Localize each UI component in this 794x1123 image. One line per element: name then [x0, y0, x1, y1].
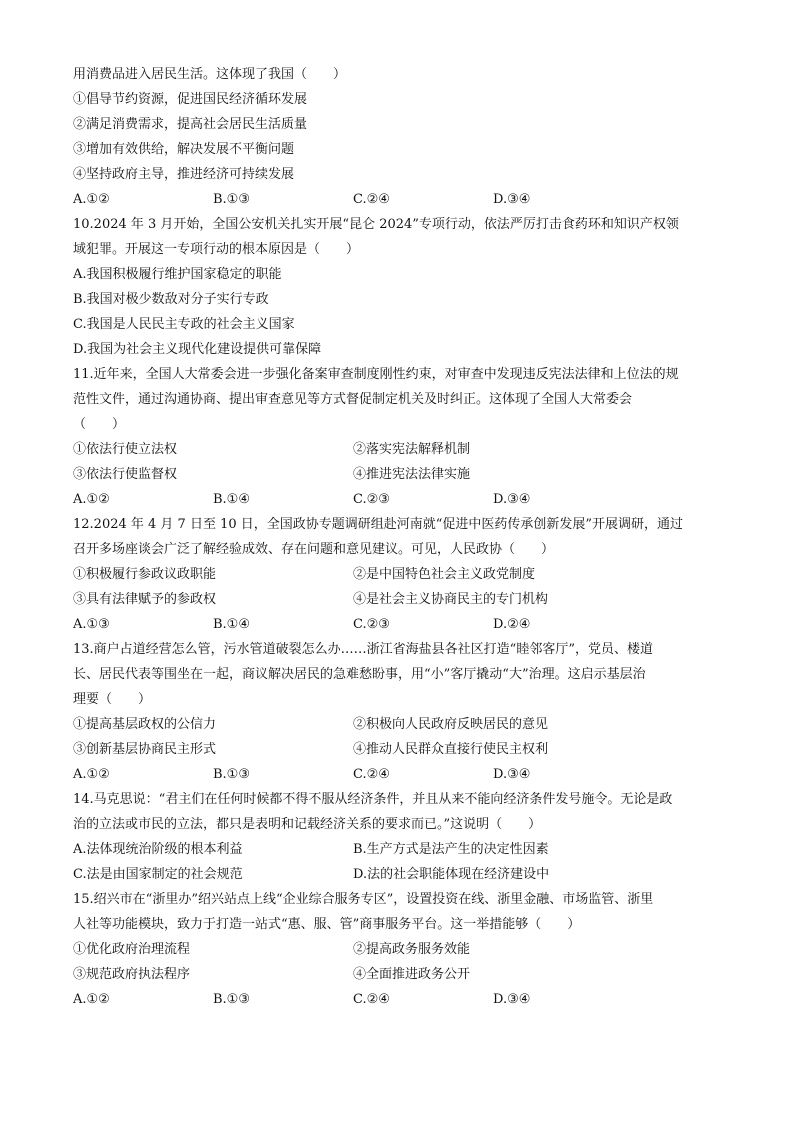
question-12: [73, 512, 723, 637]
question-14: [73, 787, 723, 887]
question-stem: 用消费品进入居民生活。这体现了我国（ ）: [73, 67, 347, 82]
statement-item: ②提高政务服务效能: [353, 942, 471, 957]
choice-d: D.②④: [493, 617, 531, 632]
question-15: [73, 887, 723, 1012]
choice-d: D.法的社会职能体现在经济建设中: [353, 867, 550, 882]
question-13: [73, 637, 723, 787]
choice-a: A.法体现统治阶级的根本利益: [73, 842, 243, 857]
question-stem: 理要（ ）: [73, 692, 152, 707]
question-stem: 范性文件，通过沟通协商、提出审查意见等方式督促制定机关及时纠正。这体现了全国人大常委会: [73, 392, 633, 407]
question-stem: 人社等功能模块，致力于打造一站式“惠、服、管”商事服务平台。这一举措能够（ ）: [73, 917, 581, 932]
statement-item: ④是社会主义协商民主的专门机构: [353, 592, 549, 607]
statement-item: ④坚持政府主导，推进经济可持续发展: [73, 167, 295, 182]
exam-page: [73, 62, 723, 1012]
statement-item: ④全面推进政务公开: [353, 967, 471, 982]
choice-c: C.②③: [353, 617, 390, 632]
answer-choices-row: [73, 837, 723, 862]
statement-item: ①积极履行参政议政职能: [73, 567, 217, 582]
choice-c: C.②④: [353, 192, 390, 207]
choice-b: B.①④: [213, 492, 250, 507]
choice-b: B.①③: [213, 767, 250, 782]
choice-a: A.①③: [73, 617, 110, 632]
statement-item: ③依法行使监督权: [73, 467, 178, 482]
choice-c: C.法是由国家制定的社会规范: [73, 867, 243, 882]
statement-item: ③增加有效供给，解决发展不平衡问题: [73, 142, 295, 157]
statement-item: ③规范政府执法程序: [73, 967, 191, 982]
choice-d: D.我国为社会主义现代化建设提供可靠保障: [73, 342, 322, 357]
statement-item: ④推进宪法法律实施: [353, 467, 471, 482]
choice-d: D.③④: [493, 767, 531, 782]
question-10: [73, 212, 723, 362]
question-stem: 13.商户占道经营怎么管，污水管道破裂怎么办……浙江省海盐县各社区打造“睦邻客厅”，党员、楼道: [73, 642, 653, 657]
question-stem: 治的立法或市民的立法，都只是表明和记载经济关系的要求而已。”这说明（ ）: [73, 817, 542, 832]
answer-choices-row: [73, 862, 723, 887]
choice-a: A.我国积极履行维护国家稳定的职能: [73, 267, 282, 282]
statement-row: [73, 712, 723, 737]
statement-item: ①优化政府治理流程: [73, 942, 191, 957]
choice-a: A.①②: [73, 992, 110, 1007]
statement-row: [73, 937, 723, 962]
question-stem: 11.近年来，全国人大常委会进一步强化备案审查制度刚性约束，对审查中发现违反宪法法律和上位法的规: [73, 367, 679, 382]
choice-d: D.③④: [493, 992, 531, 1007]
choice-c: C.②④: [353, 767, 390, 782]
question-stem: 14.马克思说：“君主们在任何时候都不得不服从经济条件，并且从来不能向经济条件发号施令。无论是政: [73, 792, 673, 807]
choice-a: A.①②: [73, 492, 110, 507]
answer-choices: [73, 987, 723, 1012]
question-stem: （ ）: [73, 417, 126, 432]
choice-b: B.①③: [213, 992, 250, 1007]
statement-item: ①依法行使立法权: [73, 442, 178, 457]
statement-item: ②是中国特色社会主义政党制度: [353, 567, 536, 582]
statement-row: [73, 587, 723, 612]
question-stem: 召开多场座谈会广泛了解经验成效、存在问题和意见建议。可见，人民政协（ ）: [73, 542, 555, 557]
statement-row: [73, 962, 723, 987]
question-stem: 域犯罪。开展这一专项行动的根本原因是（ ）: [73, 242, 360, 257]
choice-d: D.③④: [493, 192, 531, 207]
question-stem: 10.2024 年 3 月开始，全国公安机关扎实开展“昆仑 2024”专项行动，依法严厉打击食药环和知识产权领: [73, 217, 679, 232]
answer-choices: [73, 487, 723, 512]
question-stem: 长、居民代表等围坐在一起，商议解决居民的急难愁盼事，用“小”客厅撬动“大”治理。这启示基层治: [73, 667, 646, 682]
question-stem: 15.绍兴市在“浙里办”绍兴站点上线“企业综合服务专区”，设置投资在线、浙里金融、市场监管、浙里: [73, 892, 654, 907]
choice-b: B.①④: [213, 617, 250, 632]
statement-row: [73, 462, 723, 487]
question-11: [73, 362, 723, 512]
statement-row: [73, 437, 723, 462]
statement-item: ②积极向人民政府反映居民的意见: [353, 717, 549, 732]
choice-b: B.①③: [213, 192, 250, 207]
answer-choices: [73, 187, 723, 212]
choice-a: A.①②: [73, 192, 110, 207]
choice-b: B.我国对极少数敌对分子实行专政: [73, 292, 269, 307]
statement-row: [73, 737, 723, 762]
choice-c: C.②④: [353, 992, 390, 1007]
statement-item: ②满足消费需求，提高社会居民生活质量: [73, 117, 308, 132]
answer-choices: [73, 612, 723, 637]
answer-choices: [73, 762, 723, 787]
choice-a: A.①②: [73, 767, 110, 782]
statement-item: ③具有法律赋予的参政权: [73, 592, 217, 607]
statement-item: ①倡导节约资源，促进国民经济循环发展: [73, 92, 308, 107]
choice-d: D.③④: [493, 492, 531, 507]
choice-b: B.生产方式是法产生的决定性因素: [353, 842, 549, 857]
statement-item: ①提高基层政权的公信力: [73, 717, 217, 732]
choice-c: C.②③: [353, 492, 390, 507]
statement-item: ③创新基层协商民主形式: [73, 742, 217, 757]
statement-item: ②落实宪法解释机制: [353, 442, 471, 457]
statement-item: ④推动人民群众直接行使民主权利: [353, 742, 549, 757]
question-stem: 12.2024 年 4 月 7 日至 10 日，全国政协专题调研组赴河南就“促进中医药传承创新发展”开展调研，通过: [73, 517, 684, 532]
statement-row: [73, 562, 723, 587]
choice-c: C.我国是人民民主专政的社会主义国家: [73, 317, 295, 332]
question-9: [73, 62, 723, 212]
